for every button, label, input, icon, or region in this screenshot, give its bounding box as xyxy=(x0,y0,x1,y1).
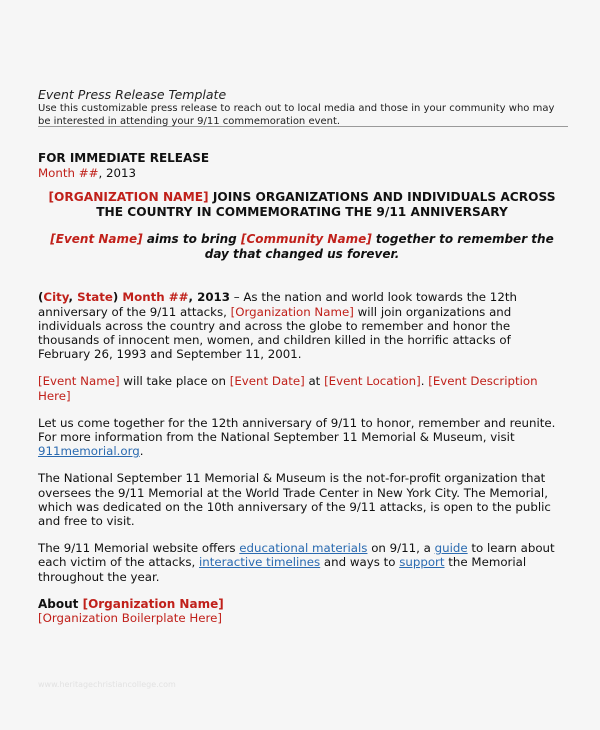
subhead-event-placeholder: [Event Name] xyxy=(50,232,143,247)
header-divider xyxy=(38,126,568,127)
watermark: www.heritagechristiancollege.com xyxy=(38,680,176,689)
paragraph-event-details xyxy=(38,374,566,402)
memorial-website-link[interactable]: 911memorial.org xyxy=(38,444,140,459)
paragraph-museum-info: The National September 11 Memorial & Museum is the not-for-profit organization that oversees the 9/11 Memorial at the World Trade Center in New York City. The Memorial, which was dedicated on the 10th anniversary of the 9/11 attacks, is open to the public and free to visit. xyxy=(38,471,551,529)
boilerplate-placeholder: [Organization Boilerplate Here] xyxy=(38,611,222,626)
about-label: About xyxy=(38,596,83,611)
dateline-year: , 2013 xyxy=(188,290,230,305)
event-text-3: . xyxy=(420,374,429,389)
date-year: , 2013 xyxy=(98,166,137,181)
release-date xyxy=(38,166,566,180)
subhead-text-2: together to remember the day that changed us forever. xyxy=(204,232,554,261)
press-release-body xyxy=(38,151,566,625)
subhead-text-1: aims to bring xyxy=(142,232,241,247)
event-text-1: will take place on xyxy=(119,374,230,389)
guide-link[interactable]: guide xyxy=(434,541,468,556)
dateline-open: ( xyxy=(38,290,44,305)
event-description-placeholder: [Event Description Here] xyxy=(38,374,538,403)
offers-text-4: and ways to xyxy=(320,555,400,570)
support-link[interactable]: support xyxy=(399,555,445,570)
subheadline xyxy=(38,232,566,261)
release-label: FOR IMMEDIATE RELEASE xyxy=(38,151,210,165)
educational-materials-link[interactable]: educational materials xyxy=(239,541,368,556)
dateline-comma: , xyxy=(68,290,78,305)
come-together-end: . xyxy=(139,444,144,459)
event-date-placeholder: [Event Date] xyxy=(229,374,305,389)
template-description: Use this customizable press release to reach out to local media and those in your community who may be interested in attending your 9/11 commemoration event. xyxy=(38,103,555,127)
intro-org-placeholder: [Organization Name] xyxy=(230,304,354,319)
event-text-2: at xyxy=(304,374,325,389)
template-header xyxy=(38,87,568,128)
intro-text-1: – As the nation and world look towards the 12th anniversary of the 9/11 attacks, xyxy=(38,290,517,319)
dateline-close: ) xyxy=(112,290,123,305)
interactive-timelines-link[interactable]: interactive timelines xyxy=(199,555,321,570)
offers-text-2: on 9/11, a xyxy=(367,541,435,556)
paragraph-website-offers xyxy=(38,541,566,584)
offers-text-5: the Memorial throughout the year. xyxy=(38,555,527,584)
paragraph-come-together xyxy=(38,416,566,459)
event-name-placeholder: [Event Name] xyxy=(38,374,120,389)
about-org-placeholder: [Organization Name] xyxy=(82,596,224,611)
month-placeholder: Month ## xyxy=(122,290,189,305)
come-together-text: Let us come together for the 12th anniversary of 9/11 to honor, remember and reunite. For more information from the National September 11 Memorial & Museum, visit xyxy=(38,415,556,445)
about-heading xyxy=(38,597,566,611)
state-placeholder: State xyxy=(77,290,113,305)
date-placeholder: Month ## xyxy=(38,166,99,181)
offers-text-3: to learn about each victim of the attacks, xyxy=(38,541,555,570)
template-title: Event Press Release Template xyxy=(38,87,227,102)
paragraph-intro xyxy=(38,290,566,361)
city-placeholder: City xyxy=(43,290,69,305)
headline-org-placeholder: [ORGANIZATION NAME] xyxy=(48,190,209,205)
headline xyxy=(38,190,566,219)
offers-text-1: The 9/11 Memorial website offers xyxy=(38,541,240,556)
intro-text-2: will join organizations and individuals across the country and across the globe to remember and honor the thousands of innocent men, women, and children killed in the horrific attacks of February 26, 1993 and September 11, 2001. xyxy=(38,304,512,362)
event-location-placeholder: [Event Location] xyxy=(324,374,421,389)
headline-text: JOINS ORGANIZATIONS AND INDIVIDUALS ACROSS THE COUNTRY IN COMMEMORATING THE 9/11 ANNIVERSARY xyxy=(96,190,556,219)
subhead-community-placeholder: [Community Name] xyxy=(240,232,372,247)
